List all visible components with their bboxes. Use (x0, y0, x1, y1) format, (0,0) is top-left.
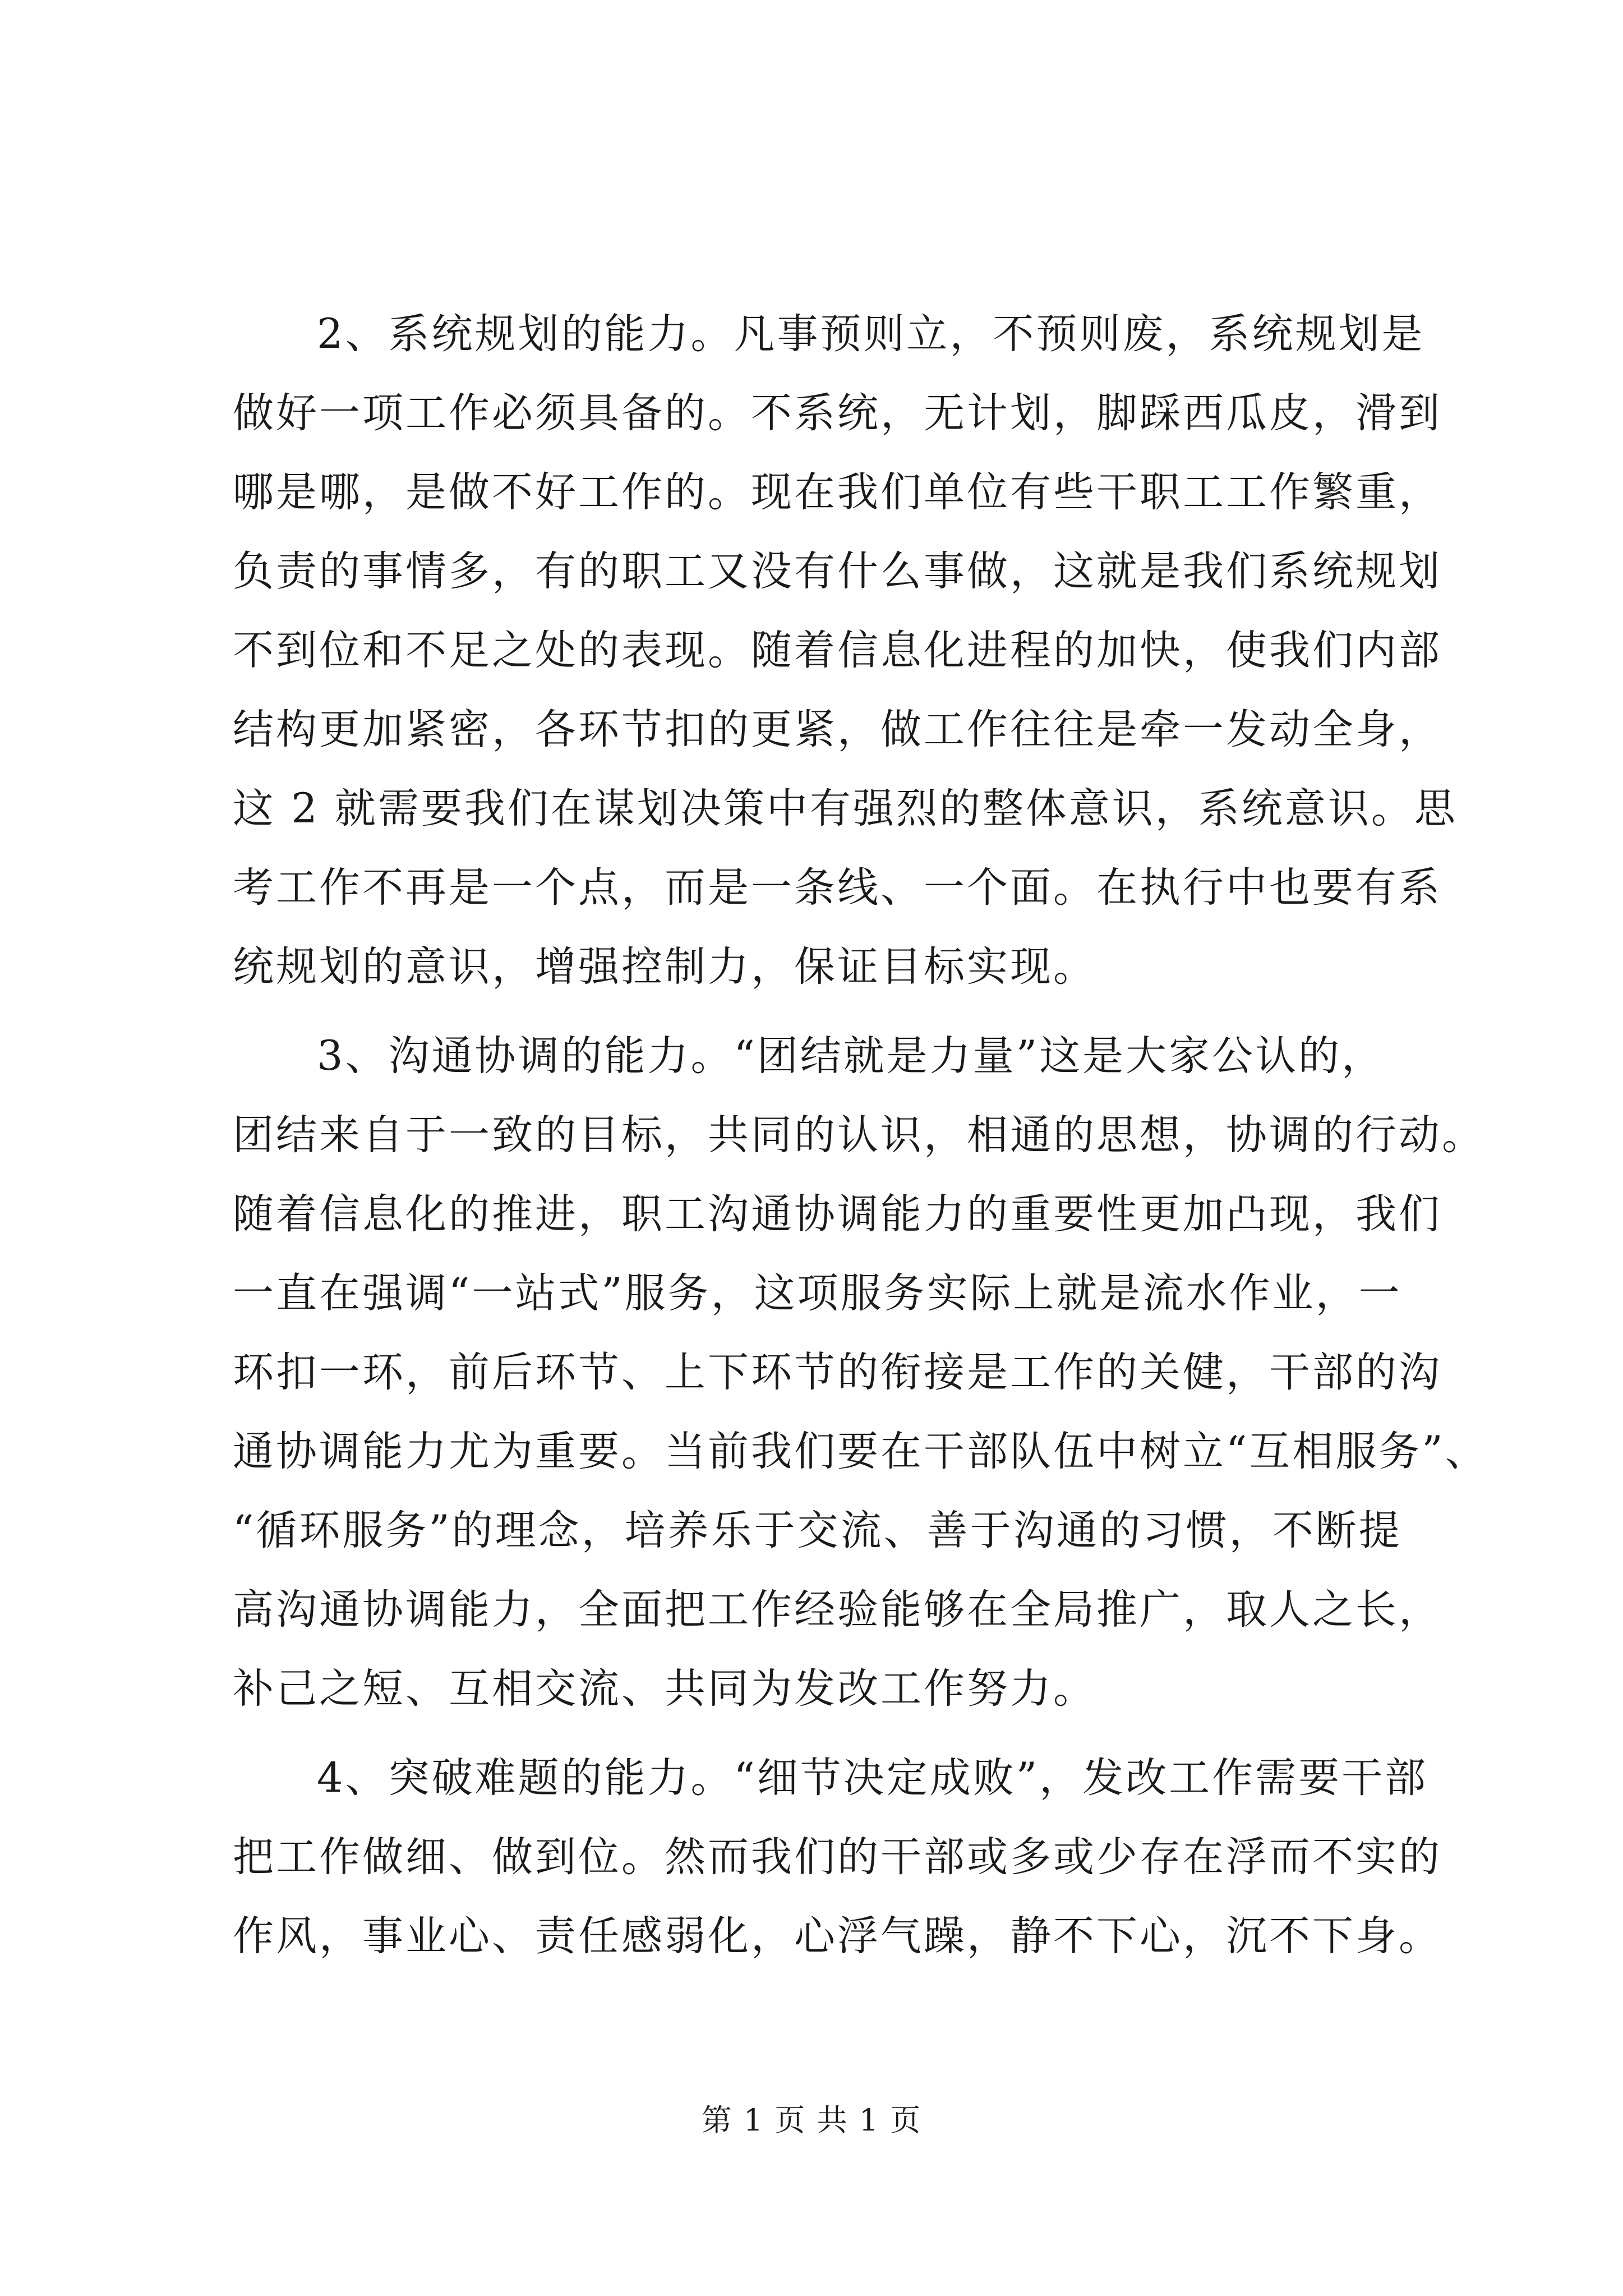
paragraph-line: 团结来自于一致的目标，共同的认识，相通的思想，协调的行动。 (233, 1111, 1485, 1159)
page-number-label: 第 1 页 共 1 页 (701, 2102, 922, 2138)
paragraph-line: 统规划的意识，增强控制力，保证目标实现。 (233, 943, 1096, 991)
paragraph-line: 随着信息化的推进，职工沟通协调能力的重要性更加凸现，我们 (233, 1190, 1442, 1238)
paragraph-line: 3、沟通协调的能力。“团结就是力量”这是大家公认的， (317, 1032, 1385, 1080)
paragraph-line: “循环服务”的理念，培养乐于交流、善于沟通的习惯，不断提 (233, 1507, 1402, 1554)
paragraph-line: 高沟通协调能力，全面把工作经验能够在全局推广，取人之长， (233, 1586, 1442, 1634)
paragraph-line: 一直在强调“一站式”服务，这项服务实际上就是流水作业，一 (233, 1269, 1402, 1317)
paragraph-line: 这 2 就需要我们在谋划决策中有强烈的整体意识，系统意识。思 (233, 785, 1458, 832)
paragraph-line: 作风，事业心、责任感弱化，心浮气躁，静不下心，沉不下身。 (233, 1912, 1442, 1960)
document-body (233, 295, 1488, 1976)
paragraph-line: 不到位和不足之处的表现。随着信息化进程的加快，使我们内部 (233, 627, 1442, 674)
paragraph-line: 考工作不再是一个点，而是一条线、一个面。在执行中也要有系 (233, 864, 1442, 912)
paragraph-line: 做好一项工作必须具备的。不系统，无计划，脚踩西瓜皮，滑到 (233, 389, 1442, 437)
paragraph-line: 环扣一环，前后环节、上下环节的衔接是工作的关健，干部的沟 (233, 1349, 1442, 1396)
paragraph-line: 哪是哪，是做不好工作的。现在我们单位有些干职工工作繁重， (233, 468, 1442, 516)
paragraph-line: 补己之短、互相交流、共同为发改工作努力。 (233, 1665, 1096, 1713)
paragraph-system-planning (233, 295, 1458, 1006)
paragraph-line: 结构更加紧密，各环节扣的更紧，做工作往往是牵一发动全身， (233, 706, 1442, 753)
paragraph-line: 通协调能力尤为重要。当前我们要在干部队伍中树立“互相服务”、 (233, 1428, 1488, 1475)
paragraph-line: 负责的事情多，有的职工又没有什么事做，这就是我们系统规划 (233, 547, 1442, 595)
paragraph-problem-solving (233, 1738, 1442, 1976)
page-footer (0, 2101, 1623, 2140)
paragraph-line: 把工作做细、做到位。然而我们的干部或多或少存在浮而不实的 (233, 1833, 1442, 1881)
paragraph-line: 2、系统规划的能力。凡事预则立，不预则废，系统规划是 (317, 310, 1425, 358)
paragraph-line: 4、突破难题的能力。“细节决定成败”，发改工作需要干部 (317, 1754, 1428, 1802)
paragraph-communication (233, 1016, 1488, 1728)
